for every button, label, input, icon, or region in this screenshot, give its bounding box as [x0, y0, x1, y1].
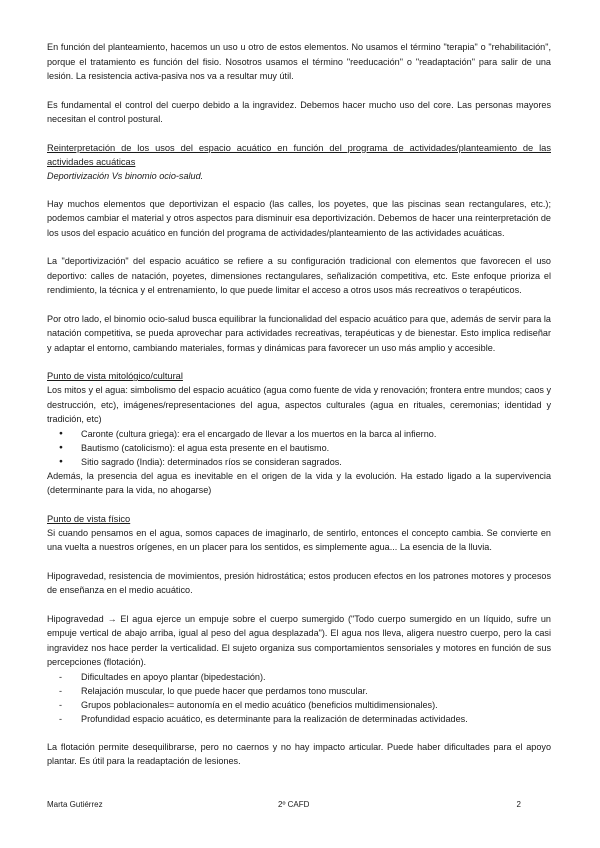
- paragraph-deportivization-definition: La "deportivización" del espacio acuático se refiere a su configuración tradicional con elementos que favorecen el uso deportivo: calles de natación, poyetes, dimensiones rectangulares, señalización competitiva, etc. Este enfoque prioriza el rendimiento, la técnica y el entrenamiento, lo que puede limitar el acceso a otros usos más recreativos o terapéuticos.: [47, 256, 551, 295]
- list-item: ● Sitio sagrado (India): determinados ríos se consideran sagrados.: [81, 455, 551, 469]
- footer-course: 2º CAFD: [278, 800, 310, 809]
- paragraph-body-control: Es fundamental el control del cuerpo debido a la ingravidez. Debemos hacer mucho uso del core. Las personas mayores necesitan el control postural.: [47, 99, 551, 124]
- paragraph-intro: En función del planteamiento, hacemos un uso u otro de estos elementos. No usamos el término "terapia" o "rehabilitación", porque el tratamiento es función del fisio. Nosotros usamos el término "reeducación" o "readaptación" para salir de una lesión. La resistencia activa-pasiva nos va a resultar muy útil.: [47, 42, 551, 81]
- paragraph-hypogravity: Hipogravedad → El agua ejerce un empuje sobre el cuerpo sumergido ("Todo cuerpo sumergido en un líquido, sufre un empuje vertical de abajo arriba, igual al peso del agua desplazada"). El agua nos lleva, aligera nuestro cuerpo, pero la casi ingravidez nos hace perder la verticalidad. El sujeto organiza sus comportamientos sensoriales y motores en función de sus percepciones (flotación).: [47, 613, 551, 667]
- document-page: [47, 40, 551, 769]
- footer-author: Marta Gutiérrez: [47, 800, 103, 809]
- section-heading-reinterpretation: Reinterpretación de los usos del espacio acuático en función del programa de actividades/planteamiento de las actividades acuáticas: [47, 142, 551, 167]
- bullet-list: [47, 427, 551, 469]
- list-item: - Profundidad espacio acuático, es determinante para la realización de determinadas actividades.: [81, 712, 551, 726]
- paragraph-water-senses: Si cuando pensamos en el agua, somos capaces de imaginarlo, de sentirlo, entonces el concepto cambia. Se convierte en una vuelta a nuestros orígenes, en un placer para los sentidos, es simplemente agua... La esencia de la lluvia.: [47, 527, 551, 552]
- list-item: ● Bautismo (catolicismo): el agua esta presente en el bautismo.: [81, 441, 551, 455]
- page-footer: [47, 800, 551, 814]
- list-item: - Grupos poblacionales= autonomía en el medio acuático (beneficios multidimensionales).: [81, 698, 551, 712]
- paragraph-deportivization: Hay muchos elementos que deportivizan el espacio (las calles, los poyetes, que las piscinas sean rectangulares, etc.); podemos cambiar el material y otros aspectos para disminuir esa deportivización. Debemos de hacer una reinterpretación de los usos del espacio acuático en función del programa de actividades/planteamiento de las actividades acuáticas.: [47, 198, 551, 238]
- paragraph-survival: Además, la presencia del agua es inevitable en el origen de la vida y la evolución. Ha estado ligado a la supervivencia (determinante para la vida, no ahogarse): [47, 470, 551, 495]
- section-heading-mythological: Punto de vista mitológico/cultural: [47, 371, 183, 381]
- section-subheading: Deportivización Vs binomio ocio-salud.: [47, 170, 204, 181]
- list-item: ● Caronte (cultura griega): era el encargado de llevar a los muertos en la barca al infierno.: [81, 427, 551, 441]
- paragraph-flotation: La flotación permite desequilibrarse, pero no caernos y no hay impacto articular. Puede haber dificultades para el apoyo plantar. Es útil para la readaptación de lesiones.: [47, 741, 551, 766]
- footer-page-number: 2: [516, 800, 521, 809]
- list-item: - Relajación muscular, lo que puede hacer que perdamos tono muscular.: [81, 684, 551, 698]
- paragraph-leisure-health: Por otro lado, el binomio ocio-salud busca equilibrar la funcionalidad del espacio acuático para que, además de servir para la natación competitiva, se pueda aprovechar para actividades recreativas, terapéuticas y de bienestar. Esto implica rediseñar y adaptar el entorno, cambiando materiales, formas y dinámicas para favorecer un uso más amplio y accesible.: [47, 313, 551, 353]
- paragraph-hypogravity-effects: Hipogravedad, resistencia de movimientos, presión hidrostática; estos producen efectos en los patrones motores y procesos de enseñanza en el medio acuático.: [47, 570, 551, 595]
- section-heading-physical: Punto de vista físico: [47, 513, 131, 524]
- paragraph-myths: Los mitos y el agua: simbolismo del espacio acuático (agua como fuente de vida y renovación; frontera entre mundos; caos y destrucción, etc), imágenes/representaciones del agua, aspectos culturales (agua en rituales, ceremonias; identidad y tradición, etc): [47, 385, 551, 424]
- dash-list: [47, 670, 551, 726]
- list-item: - Dificultades en apoyo plantar (bipedestación).: [81, 670, 551, 684]
